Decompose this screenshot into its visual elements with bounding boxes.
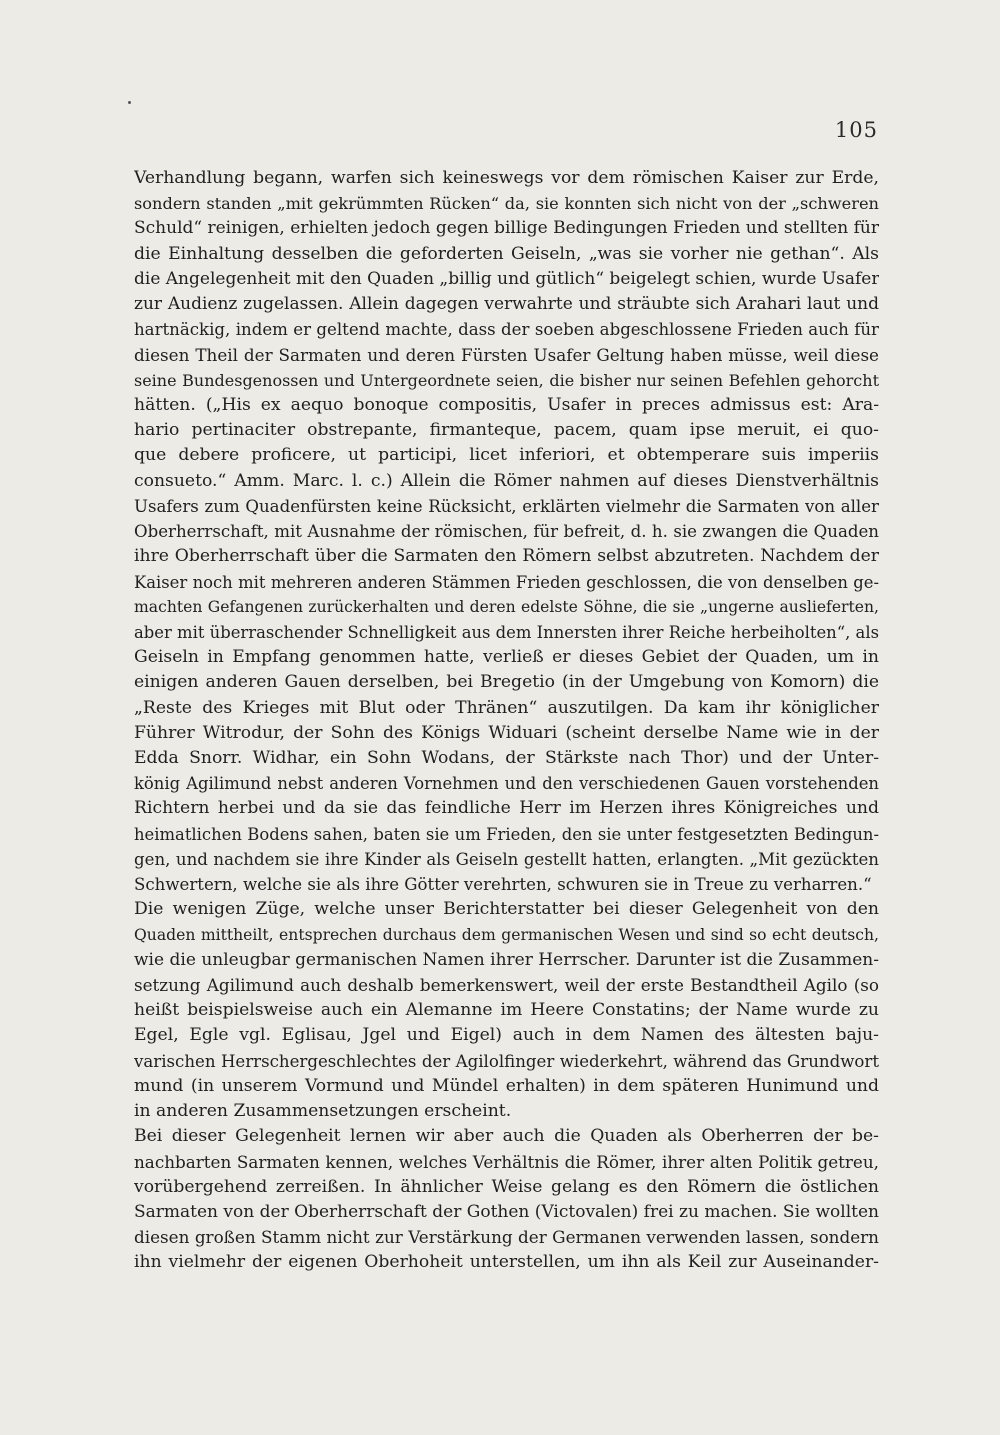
text-line: setzung Agilimund auch deshalb bemerkenswert, weil der erste Bestandtheil Agilo (so bbox=[134, 975, 879, 995]
text-line: Kaiser noch mit mehreren anderen Stämmen Frieden geschlossen, die von denselben ge- bbox=[134, 572, 879, 592]
text-line: ihn vielmehr der eigenen Oberhoheit unterstellen, um ihn als Keil zur Auseinander- bbox=[134, 1252, 879, 1273]
text-line: consueto.“ Amm. Marc. l. c.) Allein die Römer nahmen auf dieses Dienstverhältnis bbox=[134, 470, 879, 491]
text-line: Bei dieser Gelegenheit lernen wir aber auch die Quaden als Oberherren der be- bbox=[134, 1126, 879, 1147]
text-line: aber mit überraschender Schnelligkeit aus dem Innersten ihrer Reiche herbeiholten“, als bbox=[134, 622, 879, 642]
text-line: die Angelegenheit mit den Quaden „billig und gütlich“ beigelegt schien, wurde Usafer bbox=[134, 268, 879, 289]
text-line: Usafers zum Quadenfürsten keine Rücksicht, erklärten vielmehr die Sarmaten von aller bbox=[134, 496, 879, 516]
text-line: hartnäckig, indem er geltend machte, dass der soeben abgeschlossene Frieden auch für bbox=[134, 320, 879, 340]
text-line: Führer Witrodur, der Sohn des Königs Widuari (scheint derselbe Name wie in der bbox=[134, 722, 879, 743]
text-line: die Einhaltung desselben die geforderten Geiseln, „was sie vorher nie gethan“. Als bbox=[134, 243, 879, 264]
text-line: heimatlichen Bodens sahen, baten sie um Frieden, den sie unter festgesetzten Bedingun- bbox=[134, 824, 879, 844]
text-line: Schwertern, welche sie als ihre Götter verehrten, schwuren sie in Treue zu verharren.“ bbox=[134, 875, 872, 895]
text-line: Quaden mittheilt, entsprechen durchaus dem germanischen Wesen und sind so echt deutsch, bbox=[134, 925, 879, 944]
print-speck bbox=[128, 101, 131, 104]
text-line: gen, und nachdem sie ihre Kinder als Geiseln gestellt hatten, erlangten. „Mit gezückten bbox=[134, 849, 879, 869]
text-line: Schuld“ reinigen, erhielten jedoch gegen billige Bedingungen Frieden und stellten für bbox=[134, 218, 879, 239]
page-number: 105 bbox=[834, 118, 878, 142]
text-line: que debere proficere, ut participi, licet inferiori, et obtemperare suis imperiis bbox=[134, 445, 879, 466]
text-line: könig Agilimund nebst anderen Vornehmen und den verschiedenen Gauen vorstehenden bbox=[134, 774, 879, 794]
text-line: wie die unleugbar germanischen Namen ihrer Herrscher. Darunter ist die Zusammen- bbox=[134, 949, 879, 970]
body-text bbox=[134, 166, 879, 1276]
text-line: varischen Herrschergeschlechtes der Agilolfinger wiederkehrt, während das Grundwort bbox=[134, 1051, 879, 1071]
text-line: hätten. („His ex aequo bonoque compositis, Usafer in preces admissus est: Ara- bbox=[134, 394, 879, 415]
text-line: mund (in unserem Vormund und Mündel erhalten) in dem späteren Hunimund und bbox=[134, 1075, 879, 1096]
text-line: Die wenigen Züge, welche unser Berichterstatter bei dieser Gelegenheit von den bbox=[134, 899, 879, 920]
text-line: Egel, Egle vgl. Eglisau, Jgel und Eigel) auch in dem Namen des ältesten baju- bbox=[134, 1025, 879, 1046]
text-line: einigen anderen Gauen derselben, bei Bregetio (in der Umgebung von Komorn) die bbox=[134, 672, 879, 693]
text-line: machten Gefangenen zurückerhalten und deren edelste Söhne, die sie „ungerne auslieferten, bbox=[134, 597, 879, 616]
text-line: diesen Theil der Sarmaten und deren Fürsten Usafer Geltung haben müsse, weil diese bbox=[134, 344, 879, 365]
text-line: in anderen Zusammensetzungen erscheint. bbox=[134, 1101, 512, 1122]
text-line: Oberherrschaft, mit Ausnahme der römischen, für befreit, d. h. sie zwangen die Quaden bbox=[134, 522, 879, 542]
text-line: Richtern herbei und da sie das feindliche Herr im Herzen ihres Königreiches und bbox=[134, 798, 879, 819]
text-line: Edda Snorr. Widhar, ein Sohn Wodans, der Stärkste nach Thor) und der Unter- bbox=[134, 748, 879, 769]
text-line: Verhandlung begann, warfen sich keineswegs vor dem römischen Kaiser zur Erde, bbox=[134, 168, 879, 188]
text-line: hario pertinaciter obstrepante, firmanteque, pacem, quam ipse meruit, ei quo- bbox=[134, 420, 879, 441]
text-line: ihre Oberherrschaft über die Sarmaten den Römern selbst abzutreten. Nachdem der bbox=[134, 546, 879, 567]
text-line: heißt beispielsweise auch ein Alemanne im Heere Constatins; der Name wurde zu bbox=[134, 1000, 879, 1021]
text-line: Sarmaten von der Oberherrschaft der Gothen (Victovalen) frei zu machen. Sie wollten bbox=[134, 1201, 879, 1222]
text-line: sondern standen „mit gekrümmten Rücken“ da, sie konnten sich nicht von der „schweren bbox=[134, 194, 879, 214]
text-line: vorübergehend zerreißen. In ähnlicher Weise gelang es den Römern die östlichen bbox=[134, 1176, 879, 1197]
text-line: seine Bundesgenossen und Untergeordnete seien, die bisher nur seinen Befehlen gehorcht bbox=[134, 370, 879, 390]
text-line: diesen großen Stamm nicht zur Verstärkung der Germanen verwenden lassen, sondern bbox=[134, 1227, 879, 1248]
text-line: nachbarten Sarmaten kennen, welches Verhältnis die Römer, ihrer alten Politik getreu, bbox=[134, 1151, 879, 1172]
text-line: zur Audienz zugelassen. Allein dagegen verwahrte und sträubte sich Arahari laut und bbox=[134, 294, 879, 315]
text-line: „Reste des Krieges mit Blut oder Thränen“ auszutilgen. Da kam ihr königlicher bbox=[134, 697, 879, 718]
text-line: Geiseln in Empfang genommen hatte, verließ er dieses Gebiet der Quaden, um in bbox=[134, 647, 879, 668]
